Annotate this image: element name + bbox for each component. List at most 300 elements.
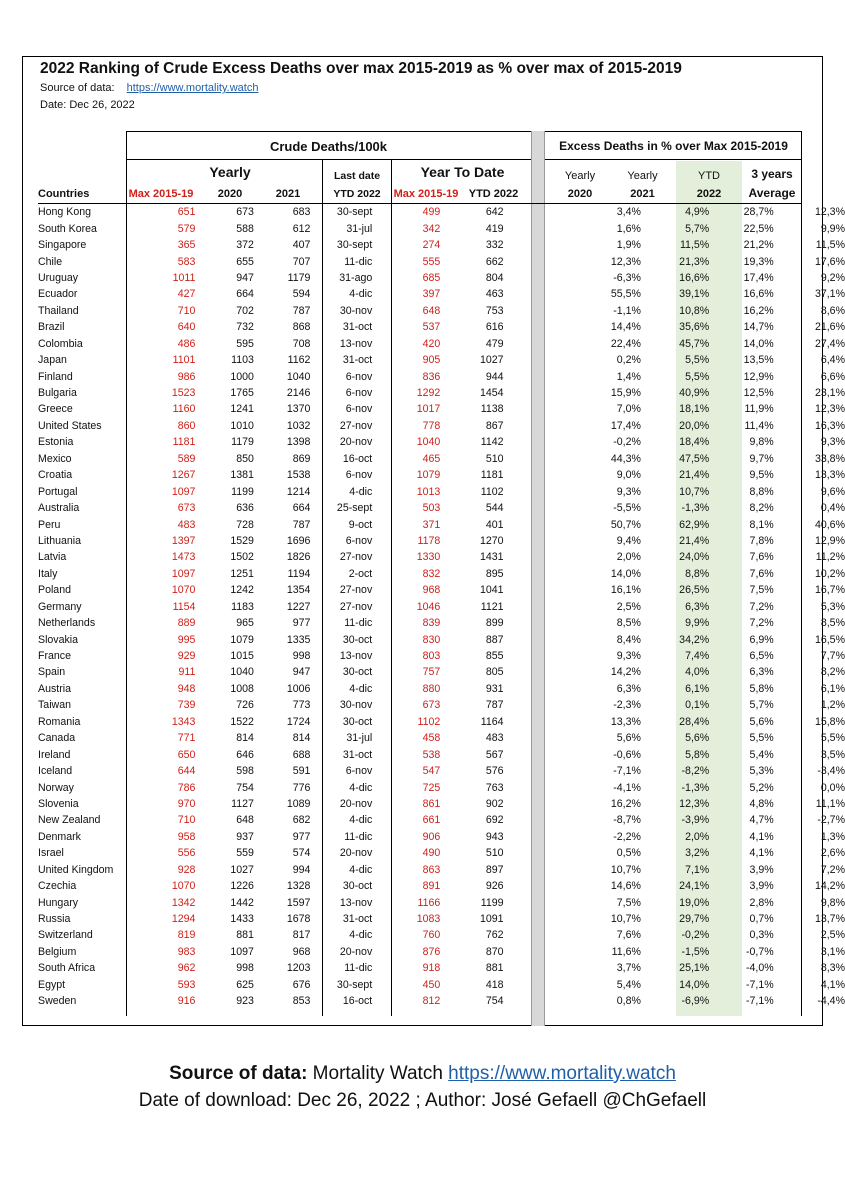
avg-3y-cell: 16,5%: [814, 633, 845, 646]
table-row: [38, 697, 845, 713]
pct-2021-cell: -1,3%: [681, 781, 710, 794]
country-cell: Chile: [38, 255, 63, 268]
deaths-2020-cell: 636: [236, 502, 254, 515]
country-cell: Latvia: [38, 551, 67, 564]
table-row: [38, 319, 845, 335]
pct-2020-cell: 5,6%: [616, 732, 641, 745]
pct-2020-cell: 11,6%: [611, 945, 641, 958]
ytd-2022-cell: 943: [485, 830, 504, 843]
deaths-2020-cell: 1103: [231, 354, 254, 367]
last-date-cell: 6-nov: [345, 534, 373, 547]
spacer-cell: [504, 894, 593, 910]
table-row: [38, 385, 845, 401]
deaths-2020-cell: 850: [236, 452, 254, 465]
pct-2022-cell: 3,9%: [749, 863, 774, 876]
pct-2020-cell: 1,4%: [616, 370, 641, 383]
max-2015-19-cell: 995: [177, 633, 196, 646]
last-date-cell: 20-nov: [339, 847, 373, 860]
pct-2021-cell: 10,7%: [679, 485, 710, 498]
max-2015-19-cell: 1011: [172, 271, 196, 284]
country-cell: Slovenia: [38, 797, 79, 810]
deaths-2020-cell: 728: [236, 518, 254, 531]
ytd-max-2015-19-header: Max 2015-19: [393, 188, 459, 200]
country-cell: Finland: [38, 370, 73, 383]
avg-3y-cell: 4,1%: [820, 978, 845, 991]
ytd-max-cell: 1178: [417, 534, 441, 547]
max-2015-19-cell: 1267: [171, 469, 196, 482]
ytd-max-cell: 371: [422, 518, 441, 531]
table-row: [38, 730, 845, 746]
avg-3y-cell: 10,2%: [814, 567, 845, 580]
deaths-2021-cell: 1203: [286, 962, 311, 975]
table-row: [38, 549, 845, 565]
pct-2022-header: 2022: [696, 188, 722, 200]
ytd-2022-cell: 1181: [480, 469, 504, 482]
deaths-2020-cell: 947: [236, 271, 254, 284]
deaths-2021-cell: 869: [292, 452, 311, 465]
table-row: [38, 763, 845, 779]
ytd-max-cell: 725: [422, 781, 441, 794]
spacer-cell: [504, 862, 593, 878]
deaths-2021-cell: 1089: [286, 797, 311, 810]
last-date-header: Last date: [333, 170, 381, 182]
spacer-cell: [504, 927, 593, 943]
country-cell: Switzerland: [38, 929, 93, 942]
pct-2021-cell: 39,1%: [679, 288, 710, 301]
spacer-cell: [504, 960, 593, 976]
last-date-cell: 30-nov: [339, 699, 373, 712]
pct-2020-cell: 9,0%: [616, 469, 641, 482]
pct-2021-cell: -3,9%: [681, 814, 710, 827]
deaths-2021-cell: 1162: [287, 354, 311, 367]
country-cell: France: [38, 650, 71, 663]
deaths-2021-cell: 1194: [287, 567, 311, 580]
pct-2020-header: 2020: [567, 188, 593, 200]
table-row: [38, 944, 845, 960]
deaths-2020-cell: 998: [236, 962, 254, 975]
footer-source-name: Mortality Watch: [307, 1063, 449, 1084]
pct-2020-cell: 14,4%: [610, 321, 641, 334]
avg-3y-cell: 13,3%: [814, 469, 845, 482]
deaths-2020-cell: 1242: [230, 584, 254, 597]
table-row: [38, 434, 845, 450]
ytd-max-cell: 803: [422, 650, 441, 663]
ytd-2022-header: YTD 2022: [333, 188, 381, 200]
pct-2022-cell: 9,7%: [749, 452, 774, 465]
spacer-cell: [504, 237, 593, 253]
pct-2020-cell: 16,2%: [610, 797, 641, 810]
deaths-2020-cell: 1027: [230, 863, 254, 876]
pct-2021-cell: 5,5%: [685, 370, 710, 383]
deaths-2021-cell: 1724: [286, 715, 311, 728]
max-2015-19-cell: 1397: [171, 534, 196, 547]
table-row: [38, 401, 845, 417]
deaths-2021-cell: 1678: [286, 913, 311, 926]
avg-3y-cell: 12,3%: [814, 403, 845, 416]
pct-2021-header: 2021: [630, 188, 655, 200]
pct-2021-cell: 2,0%: [685, 830, 710, 843]
ytd-max-cell: 673: [422, 699, 441, 712]
pct-2021-cell: 34,2%: [679, 633, 710, 646]
deaths-2021-cell: 612: [292, 222, 311, 235]
pct-2021-cell: -1,5%: [681, 945, 710, 958]
spacer-cell: [504, 204, 593, 220]
ytd-max-cell: 648: [422, 304, 441, 317]
table-row: [38, 220, 845, 236]
table-row: [38, 336, 845, 352]
pct-2021-cell: 11,5%: [679, 239, 710, 252]
deaths-2020-cell: 732: [236, 321, 254, 334]
ytd-2022-cell: 1199: [480, 896, 504, 909]
pct-2022-cell: 11,9%: [744, 403, 774, 416]
pct-2020-cell: 17,4%: [610, 419, 641, 432]
max-2015-19-cell: 651: [177, 206, 196, 219]
avg-3y-cell: 27,4%: [814, 337, 845, 350]
ytd-max-cell: 836: [422, 370, 441, 383]
pct-2020-cell: 2,0%: [616, 551, 641, 564]
ytd-2022-cell: 899: [485, 617, 504, 630]
deaths-2021-cell: 773: [292, 699, 311, 712]
pct-2020-cell: 7,6%: [616, 929, 641, 942]
pct-2021-cell: 5,6%: [685, 732, 710, 745]
max-2015-19-cell: 710: [177, 304, 196, 317]
spacer-cell: [504, 977, 593, 993]
deaths-2021-cell: 688: [292, 748, 311, 761]
ytd-max-cell: 1083: [416, 913, 441, 926]
table-row: [38, 483, 845, 499]
ytd-max-cell: 832: [422, 567, 441, 580]
last-date-cell: 4-dic: [349, 288, 373, 301]
pct-2020-cell: 14,0%: [610, 567, 641, 580]
spacer-cell: [504, 418, 593, 434]
ytd-2022-cell: 544: [485, 502, 504, 515]
spacer-cell: [504, 385, 593, 401]
max-2015-19-header: Max 2015-19: [128, 188, 194, 200]
table-row: [38, 451, 845, 467]
pct-2021-cell: 6,1%: [685, 682, 710, 695]
country-cell: South Korea: [38, 222, 97, 235]
avg-3y-cell: 15,8%: [814, 715, 845, 728]
ytd-2022-cell: 805: [485, 666, 504, 679]
ytd-2022-cell: 1102: [480, 485, 504, 498]
max-2015-19-cell: 786: [177, 781, 196, 794]
ytd-max-cell: 1046: [416, 600, 441, 613]
max-2015-19-cell: 1181: [172, 436, 196, 449]
ytd-max-cell: 1079: [416, 469, 441, 482]
crude-header-top-rule: [126, 131, 531, 132]
avg-3y-cell: 33,8%: [814, 452, 845, 465]
spacer-cell: [504, 599, 593, 615]
pct-2022-cell: 7,2%: [749, 600, 774, 613]
pct-2022-cell: 8,2%: [749, 502, 774, 515]
deaths-2020-cell: 598: [236, 765, 254, 778]
max-2015-19-cell: 1097: [171, 485, 196, 498]
avg-3y-cell: 5,5%: [820, 732, 845, 745]
last-date-cell: 27-nov: [339, 551, 373, 564]
pct-yearly-2020-top: Yearly: [564, 170, 596, 182]
pct-2022-cell: -7,1%: [746, 978, 774, 991]
avg-3y-cell: 3,5%: [820, 748, 845, 761]
ytd-2022-cell: 926: [485, 880, 504, 893]
pct-2021-cell: -8,2%: [681, 765, 710, 778]
last-date-cell: 6-nov: [345, 765, 373, 778]
table-row: [38, 911, 845, 927]
pct-2022-cell: 5,7%: [749, 699, 774, 712]
country-cell: Singapore: [38, 239, 87, 252]
last-date-cell: 30-sept: [336, 206, 373, 219]
pct-2022-cell: 5,3%: [749, 765, 774, 778]
avg-3y-cell: 6,6%: [820, 370, 845, 383]
pct-2022-cell: 21,2%: [743, 239, 774, 252]
deaths-2020-cell: 1179: [231, 436, 254, 449]
pct-2022-cell: 2,8%: [749, 896, 774, 909]
avg-3y-cell: 9,2%: [820, 271, 845, 284]
last-date-cell: 4-dic: [349, 814, 373, 827]
table-row: [38, 418, 845, 434]
ytd-2022-cell: 1027: [480, 354, 504, 367]
ytd-max-cell: 918: [422, 962, 441, 975]
max-2015-19-cell: 1523: [171, 387, 196, 400]
pct-2021-cell: 5,8%: [685, 748, 710, 761]
deaths-2021-cell: 1032: [286, 419, 311, 432]
crude-group-header: Crude Deaths/100k: [269, 139, 388, 154]
avg-3y-cell: 9,3%: [820, 436, 845, 449]
spacer-cell: [504, 352, 593, 368]
avg-3y-cell: 12,9%: [814, 534, 845, 547]
deaths-2021-cell: 1214: [286, 485, 311, 498]
last-date-cell: 13-nov: [339, 337, 373, 350]
table-row: [38, 779, 845, 795]
table-row: [38, 862, 845, 878]
ytd-2022-cell: 419: [485, 222, 504, 235]
country-cell: Italy: [38, 567, 58, 580]
pct-2021-cell: 62,9%: [679, 518, 710, 531]
spacer-cell: [504, 270, 593, 286]
table-row: [38, 829, 845, 845]
deaths-2021-cell: 574: [292, 847, 311, 860]
year-2021-header: 2021: [275, 188, 301, 200]
pct-2022-cell: 6,5%: [749, 650, 774, 663]
deaths-2020-cell: 664: [236, 288, 254, 301]
table-row: [38, 237, 845, 253]
avg-top-header: 3 years: [751, 167, 793, 181]
country-cell: Thailand: [38, 304, 79, 317]
deaths-2020-cell: 1015: [230, 650, 254, 663]
max-2015-19-cell: 860: [177, 419, 196, 432]
ytd-max-cell: 839: [422, 617, 441, 630]
pct-2022-cell: 0,3%: [749, 929, 774, 942]
deaths-2020-cell: 1442: [230, 896, 254, 909]
deaths-2020-cell: 881: [236, 929, 254, 942]
pct-2021-cell: 4,0%: [685, 666, 710, 679]
pct-2021-cell: 5,7%: [685, 222, 710, 235]
pct-2021-cell: 28,4%: [679, 715, 710, 728]
country-cell: Russia: [38, 913, 71, 926]
ytd-2022-cell: 762: [485, 929, 504, 942]
pct-2020-cell: 16,1%: [610, 584, 641, 597]
table-row: [38, 253, 845, 269]
country-cell: United Kingdom: [38, 863, 114, 876]
last-date-cell: 20-nov: [339, 436, 373, 449]
last-date-cell: 6-nov: [345, 403, 373, 416]
country-cell: Netherlands: [38, 617, 96, 630]
deaths-2021-cell: 1826: [286, 551, 311, 564]
last-date-cell: 13-nov: [339, 650, 373, 663]
last-date-cell: 30-oct: [342, 880, 373, 893]
pct-2020-cell: 13,3%: [610, 715, 641, 728]
country-cell: New Zealand: [38, 814, 101, 827]
pct-2022-cell: 7,5%: [749, 584, 774, 597]
table-row: [38, 812, 845, 828]
table-row: [38, 714, 845, 730]
country-cell: Belgium: [38, 945, 77, 958]
ytd-max-cell: 757: [422, 666, 441, 679]
ytd-max-cell: 812: [422, 995, 441, 1008]
last-date-cell: 31-oct: [342, 748, 373, 761]
deaths-2021-cell: 676: [292, 978, 311, 991]
spacer-cell: [504, 336, 593, 352]
ytd-2022-cell: 1138: [480, 403, 504, 416]
pct-2021-cell: 10,8%: [679, 304, 710, 317]
last-date-cell: 20-nov: [339, 945, 373, 958]
pct-2021-cell: 16,6%: [679, 271, 710, 284]
max-2015-19-cell: 928: [177, 863, 196, 876]
spacer-cell: [504, 549, 593, 565]
ytd-2022-cell: 510: [485, 847, 504, 860]
table-row: [38, 977, 845, 993]
pct-2022-cell: 9,8%: [749, 436, 774, 449]
last-date-cell: 16-oct: [342, 995, 373, 1008]
max-2015-19-cell: 1097: [171, 567, 196, 580]
pct-2022-cell: 19,3%: [743, 255, 774, 268]
table-row: [38, 582, 845, 598]
avg-3y-cell: 16,7%: [814, 584, 845, 597]
max-2015-19-cell: 819: [177, 929, 196, 942]
max-2015-19-cell: 1070: [171, 584, 196, 597]
country-cell: Portugal: [38, 485, 78, 498]
max-2015-19-cell: 486: [177, 337, 196, 350]
max-2015-19-cell: 427: [177, 288, 196, 301]
ytd-max-cell: 1166: [417, 896, 441, 909]
spacer-cell: [504, 911, 593, 927]
country-cell: Brazil: [38, 321, 65, 334]
ytd-2022-cell: 642: [485, 206, 504, 219]
pct-2022-cell: 13,5%: [743, 354, 774, 367]
avg-3y-cell: 1,3%: [820, 830, 845, 843]
ytd-max-cell: 661: [422, 814, 441, 827]
ytd-2022-cell: 887: [485, 633, 504, 646]
pct-2021-cell: 8,8%: [685, 567, 710, 580]
pct-2021-cell: 12,3%: [679, 797, 710, 810]
footer-source: [0, 1063, 845, 1085]
source-link[interactable]: https://www.mortality.watch: [126, 82, 259, 94]
last-date-cell: 4-dic: [349, 781, 373, 794]
deaths-2021-cell: 853: [292, 995, 311, 1008]
pct-2020-cell: -0,2%: [613, 436, 641, 449]
deaths-2021-cell: 776: [292, 781, 311, 794]
ytd-max-cell: 1292: [416, 387, 441, 400]
pct-2020-cell: 9,4%: [616, 534, 641, 547]
ytd-2022-cell: 483: [485, 732, 504, 745]
table-row: [38, 204, 845, 220]
table-row: [38, 993, 845, 1009]
country-cell: Hungary: [38, 896, 79, 909]
pct-2022-cell: 4,8%: [749, 797, 774, 810]
ytd-2022-cell: 418: [485, 978, 504, 991]
max-2015-19-cell: 1070: [171, 880, 196, 893]
ytd-max-cell: 880: [422, 682, 441, 695]
pct-2022-cell: 14,7%: [743, 321, 774, 334]
max-2015-19-cell: 1294: [171, 913, 196, 926]
max-2015-19-cell: 1160: [172, 403, 196, 416]
max-2015-19-cell: 739: [177, 699, 196, 712]
pct-2021-cell: 7,1%: [685, 863, 710, 876]
deaths-2021-cell: 591: [292, 765, 311, 778]
last-date-cell: 31-jul: [346, 732, 373, 745]
deaths-2020-cell: 1251: [230, 567, 254, 580]
footer-source-link[interactable]: https://www.mortality.watch: [448, 1063, 676, 1084]
table-row: [38, 796, 845, 812]
deaths-2020-cell: 1241: [230, 403, 254, 416]
avg-3y-cell: 17,6%: [814, 255, 845, 268]
ytd-2022-cell: 567: [485, 748, 504, 761]
footer-credit: Date of download: Dec 26, 2022 ; Author: José Gefaell @ChGefaell: [138, 1090, 707, 1111]
avg-3y-cell: 0,4%: [820, 502, 845, 515]
pct-2021-cell: 18,4%: [679, 436, 710, 449]
pct-2022-cell: 8,8%: [749, 485, 774, 498]
ytd-2022-cell: 1454: [480, 387, 504, 400]
ytd-max-cell: 503: [422, 502, 441, 515]
country-cell: Czechia: [38, 880, 77, 893]
pct-2021-cell: 35,6%: [679, 321, 710, 334]
countries-header: Countries: [38, 188, 90, 200]
last-date-cell: 25-sept: [336, 502, 373, 515]
ytd-max-cell: 1102: [417, 715, 441, 728]
table-row: [38, 599, 845, 615]
max-2015-19-cell: 1154: [172, 600, 196, 613]
deaths-2020-cell: 1079: [230, 633, 254, 646]
last-date-cell: 4-dic: [349, 682, 373, 695]
pct-2021-cell: 19,0%: [679, 896, 710, 909]
ytd-max-cell: 906: [422, 830, 441, 843]
deaths-2021-cell: 1328: [286, 880, 311, 893]
pct-yearly-2021-top: Yearly: [627, 170, 658, 182]
spacer-cell: [504, 763, 593, 779]
ytd-2022-cell: 754: [485, 995, 504, 1008]
pct-2020-cell: 8,4%: [616, 633, 641, 646]
pct-2021-cell: 0,1%: [685, 699, 710, 712]
max-2015-19-cell: 593: [177, 978, 196, 991]
deaths-2020-cell: 1199: [231, 485, 254, 498]
spacer-cell: [504, 615, 593, 631]
ytd-2022-cell: 804: [485, 271, 504, 284]
pct-2022-cell: 7,2%: [749, 617, 774, 630]
table-row: [38, 960, 845, 976]
last-date-cell: 30-oct: [342, 715, 373, 728]
avg-3y-cell: 6,4%: [820, 354, 845, 367]
pct-ytd-top: YTD: [698, 170, 720, 182]
deaths-2020-cell: 646: [236, 748, 254, 761]
deaths-2021-cell: 1370: [286, 403, 311, 416]
avg-3y-cell: 6,1%: [820, 682, 845, 695]
spacer-cell: [504, 368, 593, 384]
pct-2021-cell: -6,9%: [681, 995, 710, 1008]
last-date-cell: 16-oct: [342, 452, 373, 465]
year-2020-header: 2020: [217, 188, 243, 200]
ytd-2022-cell: 401: [485, 518, 504, 531]
country-cell: Greece: [38, 403, 73, 416]
ytd-max-cell: 1017: [416, 403, 441, 416]
